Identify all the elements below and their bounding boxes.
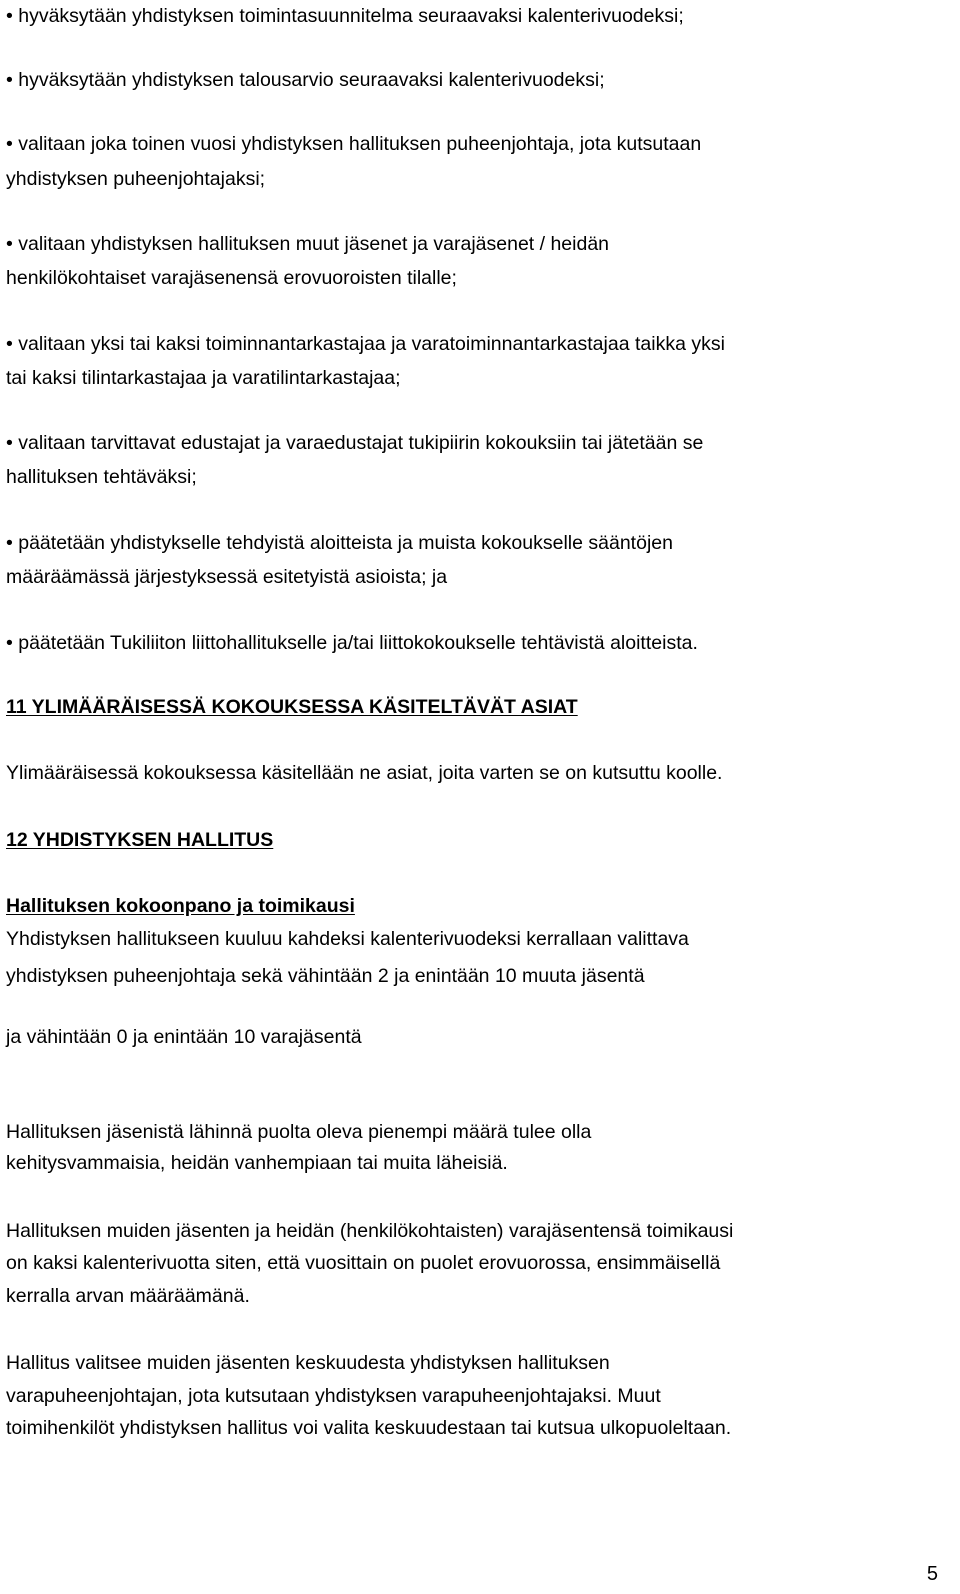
section-11-heading: 11 YLIMÄÄRÄISESSÄ KOKOUKSESSA KÄSITELTÄVÄT ASIAT	[6, 696, 578, 718]
bullet-elect-members-line1: • valitaan yhdistyksen hallituksen muut jäsenet ja varajäsenet / heidän	[6, 233, 610, 255]
para3-line1: Hallituksen jäsenistä lähinnä puolta oleva pienempi määrä tulee olla	[6, 1121, 592, 1143]
bullet-decide-federation: • päätetään Tukiliiton liittohallitukselle ja/tai liittokokoukselle tehtävistä aloitteista.	[6, 632, 698, 654]
bullet-approve-budget: • hyväksytään yhdistyksen talousarvio seuraavaksi kalenterivuodeksi;	[6, 69, 605, 91]
bullet-elect-chair-line2: yhdistyksen puheenjohtajaksi;	[6, 168, 266, 190]
para2: ja vähintään 0 ja enintään 10 varajäsentä	[6, 1026, 362, 1048]
para1-line1: Yhdistyksen hallitukseen kuuluu kahdeksi kalenterivuodeksi kerrallaan valittava	[6, 928, 689, 950]
bullet-elect-members-line2: henkilökohtaiset varajäsenensä erovuoroisten tilalle;	[6, 267, 457, 289]
bullet-elect-auditors-line2: tai kaksi tilintarkastajaa ja varatilintarkastajaa;	[6, 367, 401, 389]
section-11-text: Ylimääräisessä kokouksessa käsitellään ne asiat, joita varten se on kutsuttu koolle.	[6, 762, 723, 784]
bullet-elect-chair-line1: • valitaan joka toinen vuosi yhdistyksen hallituksen puheenjohtaja, jota kutsutaan	[6, 133, 702, 155]
para5-line3: toimihenkilöt yhdistyksen hallitus voi valita keskuudestaan tai kutsua ulkopuoleltaan.	[6, 1417, 732, 1439]
bullet-approve-plan: • hyväksytään yhdistyksen toimintasuunnitelma seuraavaksi kalenterivuodeksi;	[6, 5, 684, 27]
para5-line2: varapuheenjohtajan, jota kutsutaan yhdistyksen varapuheenjohtajaksi. Muut	[6, 1385, 661, 1407]
para4-line3: kerralla arvan määräämänä.	[6, 1285, 250, 1307]
bullet-elect-auditors-line1: • valitaan yksi tai kaksi toiminnantarkastajaa ja varatoiminnantarkastajaa taikka yksi	[6, 333, 725, 355]
bullet-elect-representatives-line1: • valitaan tarvittavat edustajat ja varaedustajat tukipiirin kokouksiin tai jätetään se	[6, 432, 704, 454]
bullet-decide-initiatives-line1: • päätetään yhdistykselle tehdyistä aloitteista ja muista kokoukselle sääntöjen	[6, 532, 673, 554]
para4-line1: Hallituksen muiden jäsenten ja heidän (henkilökohtaisten) varajäsentensä toimikausi	[6, 1220, 734, 1242]
page-number: 5	[926, 1563, 938, 1585]
section-12-heading: 12 YHDISTYKSEN HALLITUS	[6, 829, 274, 851]
section-12-subheading: Hallituksen kokoonpano ja toimikausi	[6, 895, 355, 917]
bullet-decide-initiatives-line2: määräämässä järjestyksessä esitetyistä asioista; ja	[6, 566, 448, 588]
para1-line2: yhdistyksen puheenjohtaja sekä vähintään 2 ja enintään 10 muuta jäsentä	[6, 965, 645, 987]
para5-line1: Hallitus valitsee muiden jäsenten keskuudesta yhdistyksen hallituksen	[6, 1352, 610, 1374]
bullet-elect-representatives-line2: hallituksen tehtäväksi;	[6, 466, 197, 488]
para3-line2: kehitysvammaisia, heidän vanhempiaan tai muita läheisiä.	[6, 1152, 508, 1174]
para4-line2: on kaksi kalenterivuotta siten, että vuosittain on puolet erovuorossa, ensimmäisellä	[6, 1252, 721, 1274]
